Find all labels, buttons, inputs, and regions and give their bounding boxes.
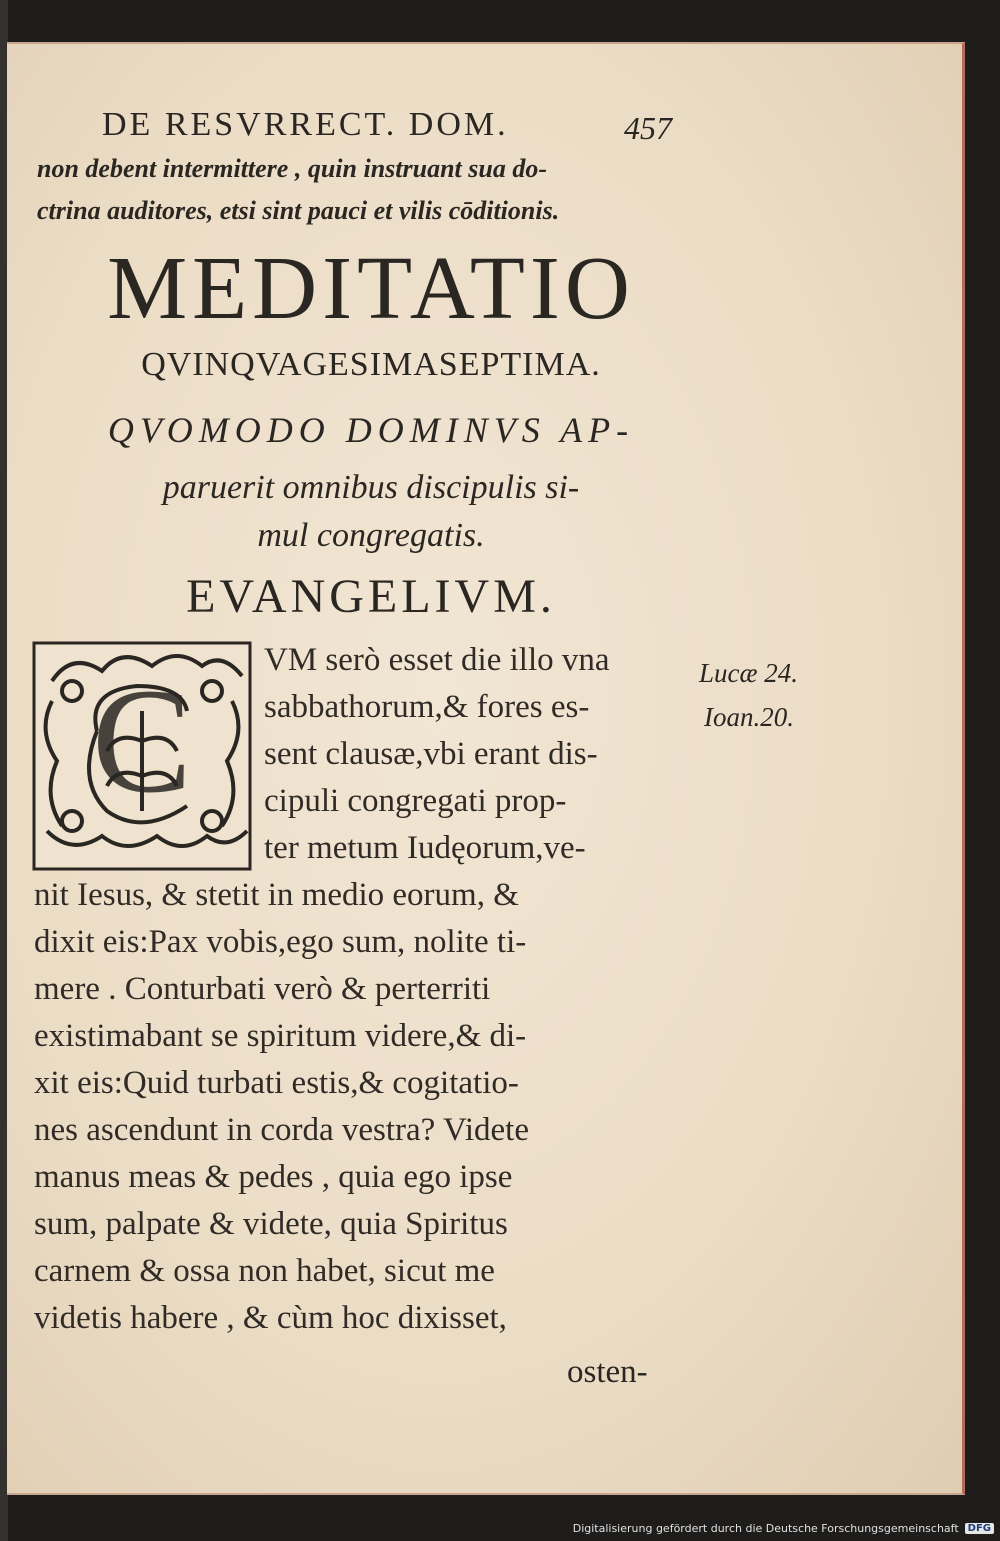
catchword: osten- xyxy=(567,1354,648,1390)
digitization-credit xyxy=(573,1522,994,1535)
section-heading: EVANGELIVM. xyxy=(186,570,556,623)
body-line: xit eis:Quid turbati estis,& cogitatio- xyxy=(34,1065,519,1101)
body-line: sum, palpate & videte, quia Spiritus xyxy=(34,1206,508,1242)
page-number: 457 xyxy=(624,110,672,146)
body-line: carnem & ossa non habet, sicut me xyxy=(34,1253,495,1289)
decorated-initial-icon xyxy=(32,641,252,871)
body-line: existimabant se spiritum videre,& di- xyxy=(34,1018,527,1054)
svg-text:C: C xyxy=(91,658,193,824)
heading-line: QVOMODO DOMINVS AP- xyxy=(107,410,635,450)
body-line: cipuli congregati prop- xyxy=(264,783,567,819)
credit-text: Digitalisierung gefördert durch die Deutsche Forschungsgemeinschaft xyxy=(572,1522,959,1535)
carryover-line: ctrina auditores, etsi sint pauci et vilis cōditionis. xyxy=(37,196,560,225)
body-line: dixit eis:Pax vobis,ego sum, nolite ti- xyxy=(34,924,527,960)
body-line: ter metum Iudęorum,ve- xyxy=(264,830,586,866)
heading-line: paruerit omnibus discipulis si- xyxy=(162,469,580,506)
heading-line: mul congregatis. xyxy=(257,517,485,554)
meditation-number: QVINQVAGESIMASEPTIMA. xyxy=(141,346,601,383)
body-line: mere . Conturbati verò & perterriti xyxy=(34,971,491,1007)
meditation-title: MEDITATIO xyxy=(107,239,635,338)
body-line: videtis habere , & cùm hoc dixisset, xyxy=(34,1300,507,1336)
body-line: nit Iesus, & stetit in medio eorum, & xyxy=(34,877,519,913)
body-line: nes ascendunt in corda vestra? Videte xyxy=(34,1112,529,1148)
body-line: sabbathorum,& fores es- xyxy=(264,689,590,725)
margin-note: Ioan.20. xyxy=(704,702,794,732)
carryover-line: non debent intermittere , quin instruant sua do- xyxy=(37,154,548,183)
running-head: DE RESVRRECT. DOM. xyxy=(102,106,509,143)
body-line: VM serò esset die illo vna xyxy=(264,642,610,678)
dfg-logo-icon: DFG xyxy=(965,1523,994,1534)
body-line: sent clausæ,vbi erant dis- xyxy=(264,736,598,772)
book-page xyxy=(7,42,965,1495)
body-line: manus meas & pedes , quia ego ipse xyxy=(34,1159,513,1195)
margin-note: Lucæ 24. xyxy=(699,658,799,688)
